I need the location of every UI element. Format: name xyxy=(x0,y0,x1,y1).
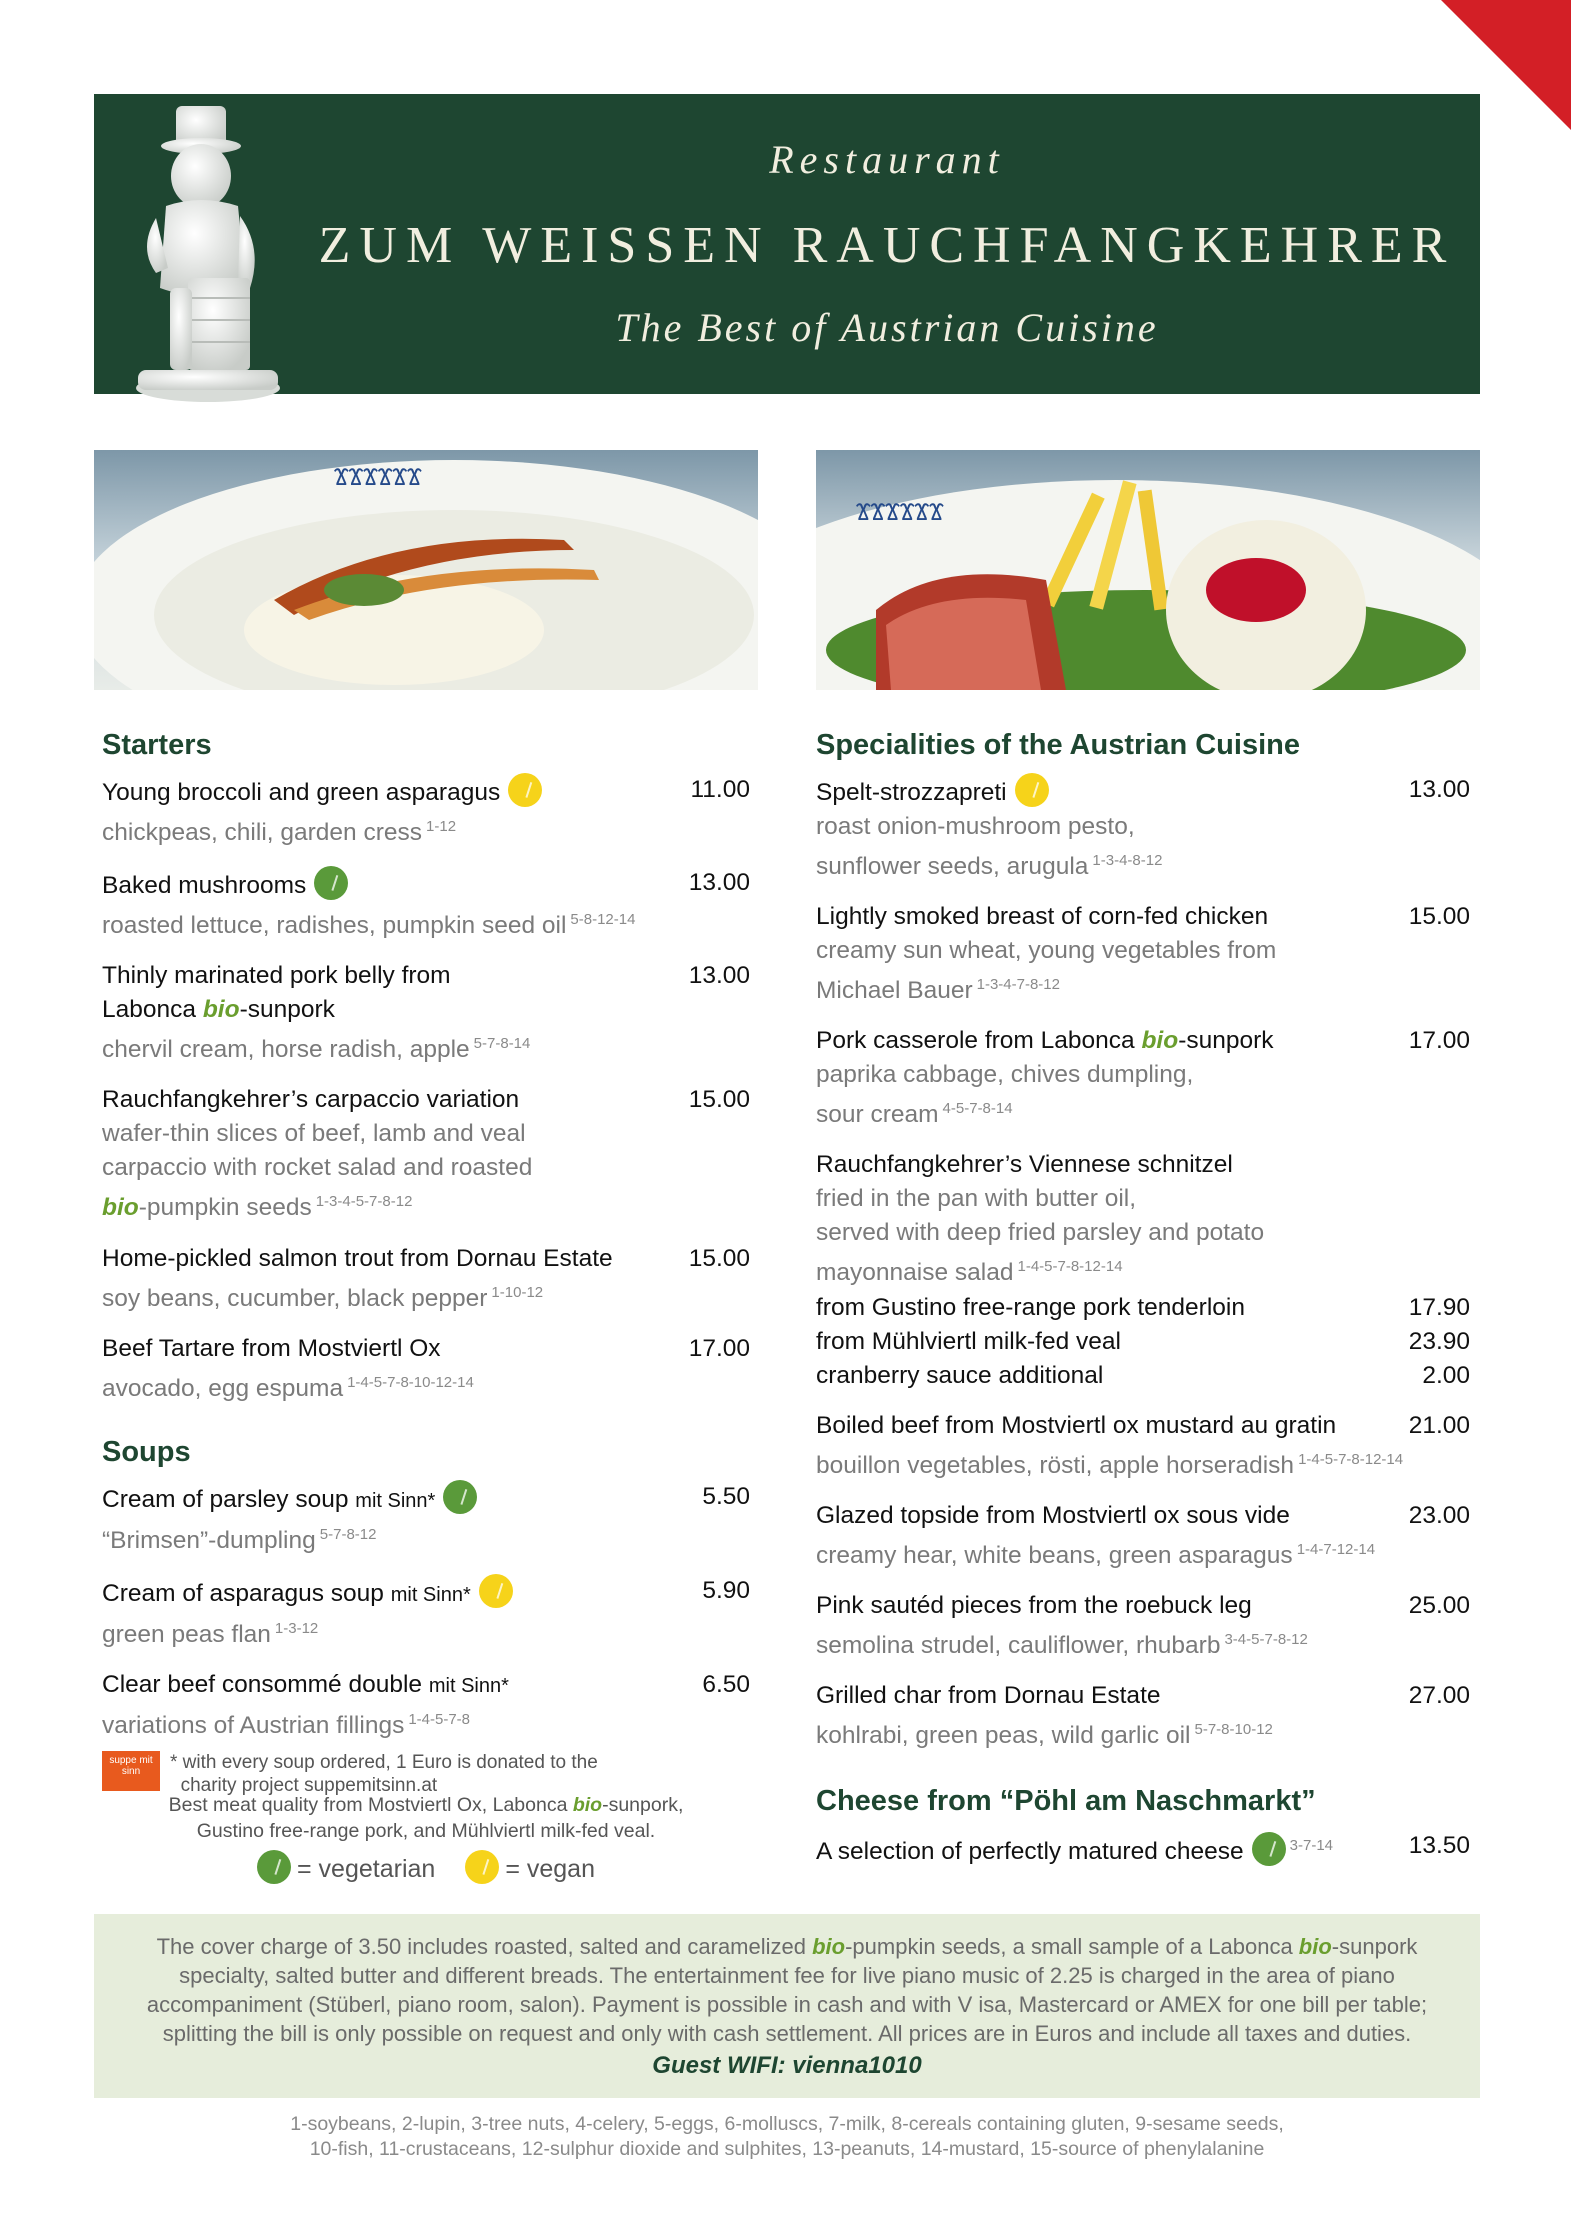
charity-note-line: * with every soup ordered, 1 Euro is donated to the xyxy=(170,1752,598,1774)
menu-item xyxy=(102,1083,754,1225)
item-name: Thinly marinated pork belly from xyxy=(102,962,451,990)
quality-text: Best meat quality from Mostviertl Ox, Labonca xyxy=(168,1794,573,1816)
item-name: Rauchfangkehrer’s carpaccio variation xyxy=(102,1086,520,1114)
svg-text:ϪϪϪϪϪϪ: ϪϪϪϪϪϪ xyxy=(856,499,944,526)
allergen-codes: 1-4-5-7-8-10-12-14 xyxy=(347,1373,474,1391)
item-price: 27.00 xyxy=(1408,1682,1470,1710)
option-label: from Gustino free-range pork tenderloin xyxy=(816,1293,1245,1321)
item-name: Glazed topside from Mostviertl ox sous vide xyxy=(816,1501,1290,1529)
item-price: 13.00 xyxy=(688,962,750,990)
chimney-sweep-figurine-image xyxy=(128,98,288,408)
footer-text: specialty, salted butter and different breads. The entertainment fee for live piano music of 2.25 is charged in the area of piano xyxy=(179,1963,1395,1988)
option-label: from Mühlviertl milk-fed veal xyxy=(816,1327,1121,1355)
quality-text: Gustino free-range pork, and Mühlviertl milk-fed veal. xyxy=(196,1820,656,1842)
allergen-legend-line: 1-soybeans, 2-lupin, 3-tree nuts, 4-celery, 5-eggs, 6-molluscs, 7-milk, 8-cereals containing gluten, 9-sesame seeds, xyxy=(290,2113,1284,2135)
menu-item xyxy=(816,900,1474,1008)
starter-dish-photo xyxy=(94,450,758,690)
item-description: “Brimsen”-dumpling xyxy=(102,1527,316,1555)
allergen-codes: 1-3-4-8-12 xyxy=(1092,852,1163,869)
mit-sinn-label: mit Sinn* xyxy=(355,1489,436,1512)
item-description: avocado, egg espuma xyxy=(102,1374,344,1402)
item-price: 15.00 xyxy=(1408,903,1470,931)
charity-note-line: charity project suppemitsinn.at xyxy=(180,1775,438,1797)
cover-charge-info xyxy=(94,1914,1480,2098)
item-name: Boiled beef from Mostviertl ox mustard au gratin xyxy=(816,1411,1337,1439)
menu-item xyxy=(102,1242,754,1316)
menu-item xyxy=(102,1332,754,1406)
menu-item xyxy=(816,1679,1474,1753)
menu-item xyxy=(102,866,754,943)
footer-text: accompaniment (Stüberl, piano room, salon). Payment is possible in cash and with V isa, Mastercard or AMEX for one bill per table; xyxy=(146,1992,1428,2017)
item-description: kohlrabi, green peas, wild garlic oil xyxy=(816,1722,1191,1750)
meat-quality-note xyxy=(94,1792,758,1886)
svg-text:ϪϪϪϪϪϪ: ϪϪϪϪϪϪ xyxy=(334,464,422,491)
item-name: Labonca xyxy=(102,996,203,1024)
menu-item xyxy=(816,1499,1474,1573)
item-price: 13.00 xyxy=(688,869,750,897)
item-description: fried in the pan with butter oil, xyxy=(816,1185,1137,1213)
mit-sinn-label: mit Sinn* xyxy=(428,1675,509,1698)
menu-item xyxy=(816,773,1474,884)
item-description: roast onion-mushroom pesto, xyxy=(816,813,1135,840)
menu-item xyxy=(816,1409,1474,1483)
item-description: creamy sun wheat, young vegetables from xyxy=(816,937,1277,965)
item-name: A selection of perfectly matured cheese xyxy=(816,1838,1244,1866)
item-price: 25.00 xyxy=(1408,1591,1470,1619)
footer-text: splitting the bill is only possible on request and only with cash settlement. All prices are in Euros and include all taxes and duties. xyxy=(162,2021,1412,2046)
allergen-codes: 5-7-8-10-12 xyxy=(1194,1721,1273,1739)
allergen-codes: 1-4-5-7-8 xyxy=(408,1711,471,1729)
item-description: carpaccio with rocket salad and roasted xyxy=(102,1154,533,1182)
menu-item xyxy=(816,1589,1474,1663)
menu-item xyxy=(816,1148,1474,1392)
menu-item xyxy=(102,1480,754,1558)
legend-vegetarian: = vegetarian xyxy=(297,1855,436,1883)
header-banner xyxy=(94,94,1480,394)
item-name: Clear beef consommé double xyxy=(102,1671,423,1699)
main-dish-photo xyxy=(816,450,1480,690)
item-description: sour cream xyxy=(816,1101,939,1129)
allergen-codes: 1-4-7-12-14 xyxy=(1296,1540,1376,1558)
starters-title: Starters xyxy=(102,729,212,761)
allergen-codes: 5-7-8-12 xyxy=(319,1525,377,1543)
option-price: 2.00 xyxy=(1422,1361,1470,1389)
item-name: Pork casserole from Labonca xyxy=(816,1027,1142,1055)
allergen-legend xyxy=(94,2112,1480,2162)
allergen-codes: 1-4-5-7-8-12-14 xyxy=(1017,1258,1123,1276)
tagline: The Best of Austrian Cuisine xyxy=(615,305,1159,350)
item-price: 17.00 xyxy=(1408,1027,1470,1055)
item-name: Home-pickled salmon trout from Dornau Estate xyxy=(102,1244,613,1272)
allergen-codes: 4-5-7-8-14 xyxy=(942,1100,1013,1118)
item-name: Lightly smoked breast of corn-fed chicken xyxy=(816,903,1269,931)
footer-text: -sunpork xyxy=(1331,1934,1418,1959)
item-name: Grilled char from Dornau Estate xyxy=(816,1682,1161,1710)
quality-text: -sunpork, xyxy=(602,1794,684,1816)
legend-vegan: = vegan xyxy=(505,1855,595,1883)
restaurant-label: Restaurant xyxy=(769,137,1005,182)
soup-charity-note xyxy=(102,1751,754,1797)
allergen-codes: 1-3-4-7-8-12 xyxy=(976,976,1060,994)
specialities-title: Specialities of the Austrian Cuisine xyxy=(816,729,1300,761)
item-name: Pink sautéd pieces from the roebuck leg xyxy=(816,1591,1252,1619)
item-description: soy beans, cucumber, black pepper xyxy=(102,1284,488,1312)
item-description: -pumpkin seeds xyxy=(138,1194,312,1222)
bio-label: bio xyxy=(1298,1934,1332,1959)
cheese-title: Cheese from “Pöhl am Naschmarkt” xyxy=(816,1785,1316,1818)
menu-item xyxy=(816,1829,1474,1869)
footer-text: -pumpkin seeds, a small sample of a Labonca xyxy=(845,1934,1299,1959)
left-column xyxy=(102,725,754,1797)
bio-label: bio xyxy=(1141,1027,1179,1055)
item-price: 6.50 xyxy=(702,1671,750,1699)
item-name: Rauchfangkehrer’s Viennese schnitzel xyxy=(816,1151,1233,1179)
allergen-legend-line: 10-fish, 11-crustaceans, 12-sulphur dioxide and sulphites, 13-peanuts, 14-mustard, 15-source of phenylalanine xyxy=(309,2138,1265,2160)
item-price: 11.00 xyxy=(690,776,750,803)
vegetarian-icon xyxy=(1252,1832,1286,1866)
item-description: bouillon vegetables, rösti, apple horseradish xyxy=(816,1451,1295,1479)
allergen-codes: 3-7-14 xyxy=(1289,1837,1333,1855)
menu-item xyxy=(102,1574,754,1652)
item-description: Michael Bauer xyxy=(816,977,973,1005)
item-price: 21.00 xyxy=(1408,1411,1470,1439)
item-description: green peas flan xyxy=(102,1621,271,1649)
item-description: sunflower seeds, arugula xyxy=(816,853,1089,881)
option-label: cranberry sauce additional xyxy=(816,1361,1104,1389)
item-name: Baked mushrooms xyxy=(102,872,307,900)
item-price: 5.50 xyxy=(702,1482,750,1510)
item-price: 15.00 xyxy=(688,1086,750,1114)
vegetarian-icon xyxy=(257,1850,291,1884)
item-name: -sunpork xyxy=(1178,1027,1274,1055)
item-description: mayonnaise salad xyxy=(816,1259,1014,1287)
item-option xyxy=(816,1325,1474,1359)
menu-item xyxy=(102,773,754,850)
item-description: wafer-thin slices of beef, lamb and veal xyxy=(102,1120,526,1148)
item-name: Beef Tartare from Mostviertl Ox xyxy=(102,1334,441,1362)
item-description: roasted lettuce, radishes, pumpkin seed oil xyxy=(102,912,567,940)
footer-text: The cover charge of 3.50 includes roasted, salted and caramelized xyxy=(156,1934,813,1959)
restaurant-name: ZUM WEISSEN RAUCHFANGKEHRER xyxy=(318,217,1456,274)
allergen-codes: 3-4-5-7-8-12 xyxy=(1224,1630,1308,1648)
item-price: 13.50 xyxy=(1408,1832,1470,1860)
soups-title: Soups xyxy=(102,1435,191,1468)
item-price: 5.90 xyxy=(702,1577,750,1605)
item-name: Cream of asparagus soup xyxy=(102,1580,384,1608)
item-price: 15.00 xyxy=(688,1244,750,1272)
item-price: 23.00 xyxy=(1408,1501,1470,1529)
vegetarian-icon xyxy=(314,866,348,900)
allergen-codes: 1-3-12 xyxy=(274,1620,319,1638)
right-column xyxy=(816,725,1474,1885)
option-price: 17.90 xyxy=(1408,1293,1470,1321)
allergen-codes: 5-7-8-14 xyxy=(473,1035,531,1053)
item-price: 13.00 xyxy=(1408,776,1470,803)
allergen-codes: 1-4-5-7-8-12-14 xyxy=(1298,1450,1404,1468)
item-price: 17.00 xyxy=(688,1334,750,1362)
item-name: Cream of parsley soup xyxy=(102,1485,349,1513)
mit-sinn-label: mit Sinn* xyxy=(390,1584,471,1607)
item-description: chickpeas, chili, garden cress xyxy=(102,819,423,847)
bio-label: bio xyxy=(812,1934,846,1959)
bio-label: bio xyxy=(572,1794,603,1816)
item-name: Young broccoli and green asparagus xyxy=(102,779,501,806)
item-description: chervil cream, horse radish, apple xyxy=(102,1036,470,1064)
vegan-icon xyxy=(1015,773,1049,807)
vegan-icon xyxy=(508,773,542,807)
item-option xyxy=(816,1291,1474,1325)
item-option xyxy=(816,1359,1474,1393)
menu-item xyxy=(816,1024,1474,1132)
item-description: creamy hear, white beans, green asparagus xyxy=(816,1541,1293,1569)
vegan-icon xyxy=(479,1574,513,1608)
allergen-codes: 1-10-12 xyxy=(491,1283,544,1301)
bio-label: bio xyxy=(202,996,240,1024)
vegan-icon xyxy=(465,1850,499,1884)
suppe-mit-sinn-logo: suppe mit sinn xyxy=(102,1751,160,1791)
option-price: 23.90 xyxy=(1408,1327,1470,1355)
allergen-codes: 1-12 xyxy=(426,818,457,835)
item-description: served with deep fried parsley and potato xyxy=(816,1219,1265,1247)
item-description: variations of Austrian fillings xyxy=(102,1712,405,1740)
item-description: semolina strudel, cauliflower, rhubarb xyxy=(816,1632,1221,1660)
item-description: paprika cabbage, chives dumpling, xyxy=(816,1061,1194,1089)
item-name: -sunpork xyxy=(239,996,335,1024)
allergen-codes: 1-3-4-5-7-8-12 xyxy=(315,1193,413,1211)
vegetarian-icon xyxy=(443,1480,477,1514)
menu-item xyxy=(102,1668,754,1743)
bio-label: bio xyxy=(102,1194,139,1222)
guest-wifi: Guest WIFI: vienna1010 xyxy=(652,2052,922,2079)
menu-item xyxy=(102,959,754,1067)
item-name: Spelt-strozzapreti xyxy=(816,779,1007,806)
diet-legend xyxy=(94,1850,758,1886)
allergen-codes: 5-8-12-14 xyxy=(570,911,636,929)
